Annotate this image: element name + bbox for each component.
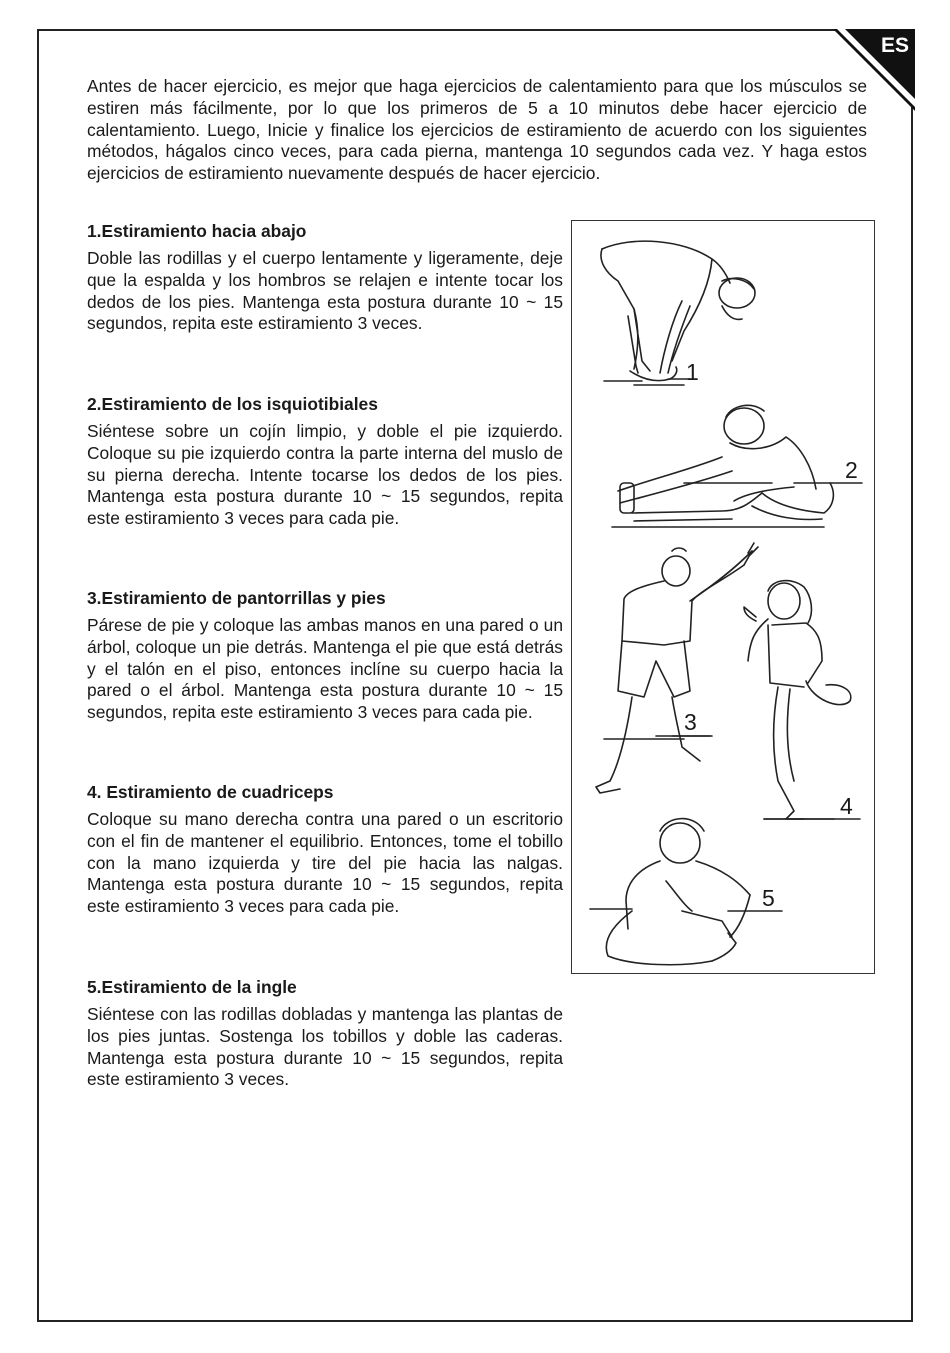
- section-calf-stretch: [87, 587, 563, 724]
- section-downward-stretch: [87, 220, 563, 335]
- section-title: 1.Estiramiento hacia abajo: [87, 221, 307, 241]
- language-code-badge: ES: [880, 34, 909, 57]
- figure-2-label: 2: [845, 457, 858, 483]
- section-title: 2.Estiramiento de los isquiotibiales: [87, 394, 378, 414]
- figure-4-label: 4: [840, 793, 853, 819]
- section-title: 5.Estiramiento de la ingle: [87, 977, 297, 997]
- figure-2-illustration: [612, 405, 833, 527]
- figure-5-illustration: [590, 819, 750, 965]
- section-body: Siéntese con las rodillas dobladas y mantenga las plantas de los pies juntas. Sostenga los tobillos y doble las caderas. Mantenga esta postura durante 10 ~ 15 segundos, repita este estiramiento 3 veces.: [87, 1004, 563, 1090]
- section-body: Siéntese sobre un cojín limpio, y doble el pie izquierdo. Coloque su pie izquierdo contra la parte interna del muslo de su pierna derecha. Intente tocarse los dedos de los pies. Mantenga esta postura durante 10 ~ 15 segundos, repita este estiramiento 3 veces para cada pie.: [87, 421, 563, 529]
- figure-3-label: 3: [684, 709, 697, 735]
- intro-paragraph: Antes de hacer ejercicio, es mejor que haga ejercicios de calentamiento para que los músculos se estiren más fácilmente, por lo que los primeros de 5 a 10 minutos debe hacer ejercicio de calentamiento. Luego, Inicie y finalice los ejercicios de estiramiento de acuerdo con los siguientes métodos, hágalos cinco veces, para cada pierna, mantenga 10 segundos cada vez. Y haga estos ejercicios de estiramiento nuevamente después de hacer ejercicio.: [87, 76, 867, 184]
- section-title: 3.Estiramiento de pantorrillas y pies: [87, 588, 386, 608]
- figure-5-label: 5: [762, 885, 775, 911]
- figure-4-illustration: [744, 581, 851, 819]
- figure-1-illustration: [601, 241, 755, 385]
- figure-3-illustration: [596, 543, 758, 793]
- section-body: Coloque su mano derecha contra una pared o un escritorio con el fin de mantener el equilibrio. Entonces, tome el tobillo con la mano izquierda y tire del pie hacia las nalgas. Mantenga esta postura durante 10 ~ 15 segundos, repita este estiramiento 3 veces para cada pie.: [87, 809, 563, 917]
- section-body: Párese de pie y coloque las ambas manos en una pared o un árbol, coloque un pie detrás. Mantenga el pie que está detrás y el talón en el piso, entonces inclíne su cuerpo hacia la pared o el árbol. Mantenga esta postura durante 10 ~ 15 segundos, repita este estiramiento 3 veces para cada pie.: [87, 615, 563, 723]
- section-body: Doble las rodillas y el cuerpo lentamente y ligeramente, deje que la espalda y los hombros se relajen e intente tocar los dedos de los pies. Mantenga esta postura durante 10 ~ 15 segundos, repita este estiramiento 3 veces.: [87, 248, 563, 334]
- section-quadriceps-stretch: [87, 781, 563, 918]
- section-groin-stretch: [87, 976, 563, 1091]
- figure-1-label: 1: [686, 359, 699, 385]
- section-title: 4. Estiramiento de cuadriceps: [87, 782, 334, 802]
- stretching-illustrations: [571, 220, 875, 974]
- section-hamstring-stretch: [87, 393, 563, 530]
